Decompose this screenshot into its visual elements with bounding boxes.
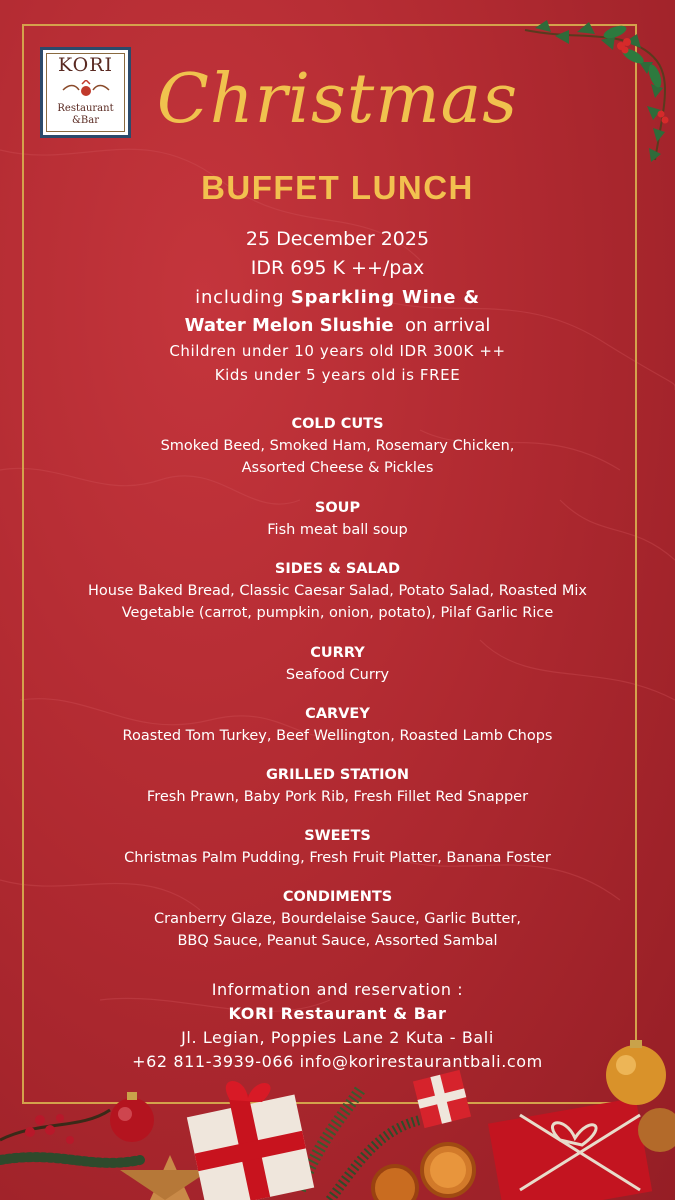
section-line: House Baked Bread, Classic Caesar Salad, Potato Salad, Roasted Mix <box>88 583 587 599</box>
section-line: Smoked Beed, Smoked Ham, Rosemary Chicken, <box>160 438 515 454</box>
orange-slice-icon <box>373 1144 474 1200</box>
section-line: Assorted Cheese & Pickles <box>241 460 434 476</box>
contact-name: KORI Restaurant & Bar <box>228 1004 447 1023</box>
section-line: BBQ Sauce, Peanut Sauce, Assorted Sambal <box>177 933 498 949</box>
drink-suffix: on arrival <box>393 315 491 336</box>
section-heading-carvey: CARVEY <box>305 706 370 722</box>
berry-cluster-icon <box>25 1114 74 1144</box>
gold-ornament-icon <box>606 1040 666 1105</box>
section-line: Fish meat ball soup <box>267 522 408 538</box>
section-line: Fresh Prawn, Baby Pork Rib, Fresh Fillet Red Snapper <box>146 789 529 805</box>
section-heading-grilled-station: GRILLED STATION <box>266 767 409 783</box>
section-heading-sides-salad: SIDES & SALAD <box>274 561 401 577</box>
section-heading-soup: SOUP <box>314 500 361 516</box>
kids-price: Kids under 5 years old is FREE <box>214 366 461 384</box>
section-line: Vegetable (carrot, pumpkin, onion, potato), Pilaf Garlic Rice <box>121 605 554 621</box>
event-price: IDR 695 K ++/pax <box>250 257 425 279</box>
contact-address: Jl. Legian, Poppies Lane 2 Kuta - Bali <box>181 1028 494 1047</box>
gift-box-icon <box>187 1081 314 1200</box>
drink-bold: Water Melon Slushie <box>184 315 394 336</box>
including-line <box>0 287 675 308</box>
title-main: BUFFET LUNCH <box>201 169 474 206</box>
section-line: Christmas Palm Pudding, Fresh Fruit Platter, Banana Foster <box>124 850 551 866</box>
red-gift-box-icon <box>488 1098 652 1200</box>
section-line: Seafood Curry <box>285 667 390 683</box>
drink-line <box>0 315 675 336</box>
event-date: 25 December 2025 <box>245 228 430 250</box>
small-gift-icon <box>413 1070 471 1128</box>
section-heading-curry: CURRY <box>310 645 365 661</box>
including-prefix: including <box>195 287 291 308</box>
kori-logo: KORI Restaurant &Bar <box>40 47 131 138</box>
section-heading-cold-cuts: COLD CUTS <box>291 416 384 432</box>
ornament-ball-icon <box>110 1092 154 1142</box>
contact-label: Information and reservation : <box>211 980 464 999</box>
section-heading-sweets: SWEETS <box>304 828 371 844</box>
section-line: Roasted Tom Turkey, Beef Wellington, Roasted Lamb Chops <box>122 728 553 744</box>
section-heading-condiments: CONDIMENTS <box>282 889 393 905</box>
section-line: Cranberry Glaze, Bourdelaise Sauce, Garlic Butter, <box>153 911 522 927</box>
including-bold: Sparkling Wine & <box>290 287 480 308</box>
children-price: Children under 10 years old IDR 300K ++ <box>169 342 506 360</box>
title-script: Christmas <box>156 60 519 139</box>
bottom-decorations <box>0 1020 675 1200</box>
contact-phone-email: +62 811-3939-066 info@korirestaurantbali.com <box>132 1052 543 1071</box>
